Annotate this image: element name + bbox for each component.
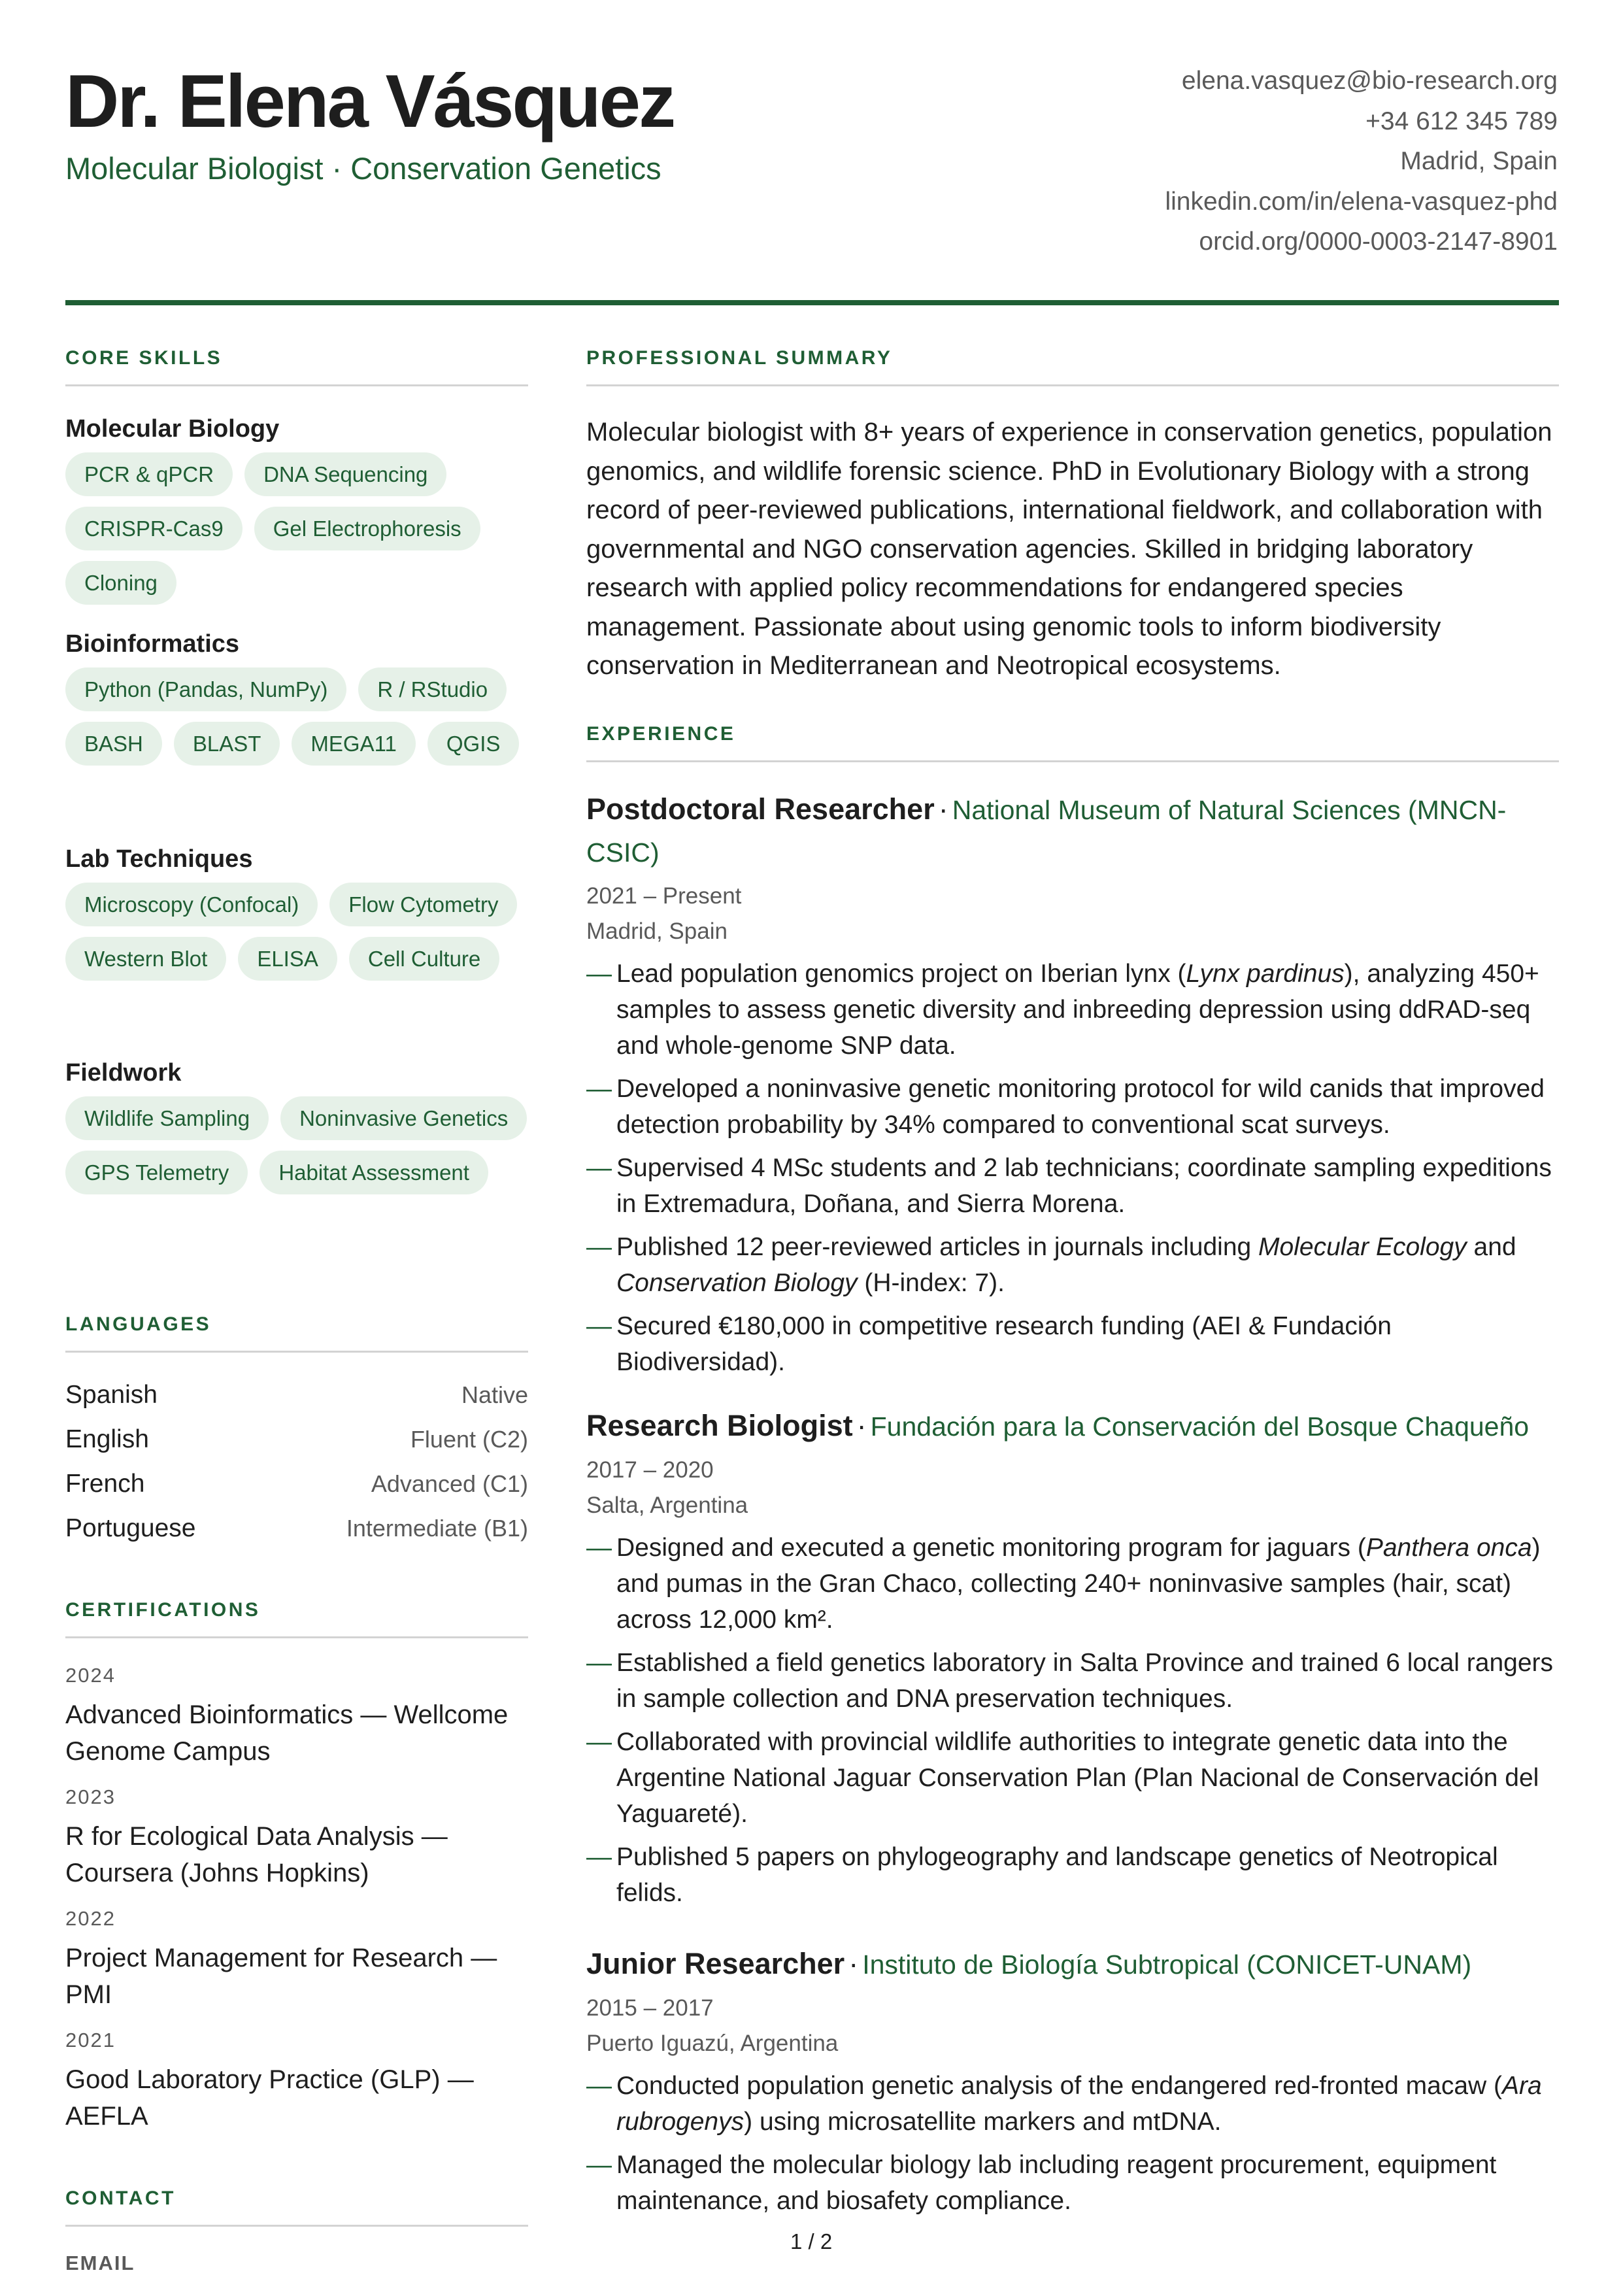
skill-category: Molecular Biology (65, 415, 280, 443)
bullet-text: Supervised 4 MSc students and 2 lab technicians; coordinate sampling expeditions in Extremadura, Doñana, and Sierra Morena. (616, 1154, 1552, 1218)
contact-location: Madrid, Spain (1400, 147, 1558, 175)
bullet-text: Developed a noninvasive genetic monitoring protocol for wild canids that improved detection probability by 34% compared to conventional scat surveys. (616, 1075, 1545, 1139)
skill-category: Bioinformatics (65, 630, 240, 658)
job-bullet (586, 1229, 1559, 1301)
italic-text: Conservation Biology (616, 1269, 858, 1297)
bullet-dash: — (586, 1843, 612, 1871)
job-bullet (586, 1530, 1559, 1638)
contact-orcid[interactable]: orcid.org/0000-0003-2147-8901 (1199, 228, 1558, 256)
skill-chip: Cloning (65, 561, 176, 605)
skill-chip: DNA Sequencing (244, 452, 446, 496)
certification-year: 2022 (65, 1907, 116, 1930)
skill-chip: Wildlife Sampling (65, 1096, 269, 1140)
certification-year: 2024 (65, 1664, 116, 1687)
job-role: Junior Researcher (586, 1947, 845, 1980)
certification-year: 2021 (65, 2029, 116, 2051)
job-bullet (586, 1308, 1559, 1380)
job-bullet (586, 1150, 1559, 1222)
skill-group-molecular-biology (65, 413, 528, 605)
certifications-list (65, 1663, 528, 2149)
job-dates: 2021 – Present (586, 883, 742, 909)
experience-entry (586, 1405, 1559, 1918)
job-dates: 2017 – 2020 (586, 1457, 714, 1483)
professional-summary: Molecular biologist with 8+ years of experience in conservation genetics, population genomics, and wildlife forensic science. PhD in Evolutionary Biology with a strong record of peer-reviewed publications, international fieldwork, and collaboration with governmental and NGO conservation agencies. Skilled in bridging laboratory research with applied policy recommendations for endangered species management. Passionate about using genomic tools to inform biodiversity conservation in Mediterranean and Neotropical ecosystems. (586, 418, 1552, 680)
skill-chips (65, 883, 528, 981)
language-name: Spanish (65, 1381, 158, 1409)
skill-group-bioinformatics (65, 628, 528, 766)
skill-category: Lab Techniques (65, 845, 253, 873)
job-bullet (586, 1645, 1559, 1717)
bullet-dash: — (586, 2072, 612, 2100)
language-name: English (65, 1425, 149, 1453)
job-location: Madrid, Spain (586, 919, 728, 944)
experience-heading: EXPERIENCE (586, 722, 1559, 762)
contact-heading: CONTACT (65, 2187, 528, 2227)
skill-chips (65, 1096, 528, 1194)
certifications-heading: CERTIFICATIONS (65, 1598, 528, 1638)
experience-entry (586, 1943, 1559, 2226)
job-organization: Fundación para la Conservación del Bosque Chaqueño (870, 1411, 1530, 1442)
bullet-text: Published 12 peer-reviewed articles in journals including (616, 1233, 1259, 1261)
bullet-text: Conducted population genetic analysis of the endangered red-fronted macaw ( (616, 2072, 1503, 2100)
skill-chip: Western Blot (65, 937, 226, 981)
job-bullet (586, 956, 1559, 1064)
bullet-text: ) using microsatellite markers and mtDNA. (744, 2108, 1222, 2136)
skill-chips (65, 667, 528, 766)
skill-category: Fieldwork (65, 1059, 182, 1087)
page-indicator: 1 / 2 (790, 2229, 833, 2254)
header-contact-block (1165, 61, 1558, 262)
job-location: Puerto Iguazú, Argentina (586, 2031, 839, 2056)
contact-email[interactable]: elena.vasquez@bio-research.org (1181, 67, 1558, 95)
bullet-dash: — (586, 1312, 612, 1340)
job-bullet (586, 2147, 1559, 2219)
certification-title: R for Ecological Data Analysis — Coursera (Johns Hopkins) (65, 1822, 448, 1887)
job-bullets (586, 1530, 1559, 1911)
skill-chip: Gel Electrophoresis (254, 507, 480, 550)
certification-title: Project Management for Research — PMI (65, 1944, 497, 2009)
bullet-text: Designed and executed a genetic monitoring program for jaguars ( (616, 1534, 1366, 1562)
languages-heading: LANGUAGES (65, 1313, 528, 1353)
bullet-dash: — (586, 1075, 612, 1103)
job-bullet (586, 1839, 1559, 1911)
certification-title: Advanced Bioinformatics — Wellcome Genome Campus (65, 1700, 509, 1766)
skill-chip: Microscopy (Confocal) (65, 883, 318, 926)
skill-chip: Flow Cytometry (329, 883, 517, 926)
skill-chip: R / RStudio (358, 667, 507, 711)
candidate-name: Dr. Elena Vásquez (65, 60, 675, 143)
bullet-text: Managed the molecular biology lab including reagent procurement, equipment maintenance, and biosafety compliance. (616, 2151, 1497, 2215)
skill-group-lab-techniques (65, 843, 528, 981)
languages-list (65, 1373, 528, 1551)
job-title-line (586, 1943, 1559, 1985)
language-name: French (65, 1470, 145, 1498)
experience-entry (586, 788, 1559, 1387)
title-separator: · (856, 1409, 867, 1442)
language-row (65, 1462, 528, 1506)
skill-chip: Habitat Assessment (259, 1151, 488, 1194)
certification-item (65, 2027, 528, 2135)
contact-linkedin[interactable]: linkedin.com/in/elena-vasquez-phd (1165, 187, 1558, 216)
certification-title: Good Laboratory Practice (GLP) — AEFLA (65, 2065, 474, 2131)
title-separator: · (938, 792, 948, 826)
job-location: Salta, Argentina (586, 1493, 748, 1518)
job-bullet (586, 2068, 1559, 2140)
job-bullets (586, 956, 1559, 1380)
skill-chip: Noninvasive Genetics (280, 1096, 527, 1140)
contact-phone[interactable]: +34 612 345 789 (1365, 107, 1558, 135)
certification-item (65, 1784, 528, 1891)
language-row (65, 1373, 528, 1417)
job-role: Postdoctoral Researcher (586, 792, 935, 826)
italic-text: Molecular Ecology (1258, 1233, 1467, 1261)
contact-email-label: EMAIL (65, 2252, 135, 2274)
skill-chip: PCR & qPCR (65, 452, 233, 496)
bullet-text: Secured €180,000 in competitive research funding (AEI & Fundación Biodiversidad). (616, 1312, 1392, 1376)
job-dates: 2015 – 2017 (586, 1995, 714, 2021)
skill-chip: Cell Culture (349, 937, 499, 981)
summary-heading: PROFESSIONAL SUMMARY (586, 346, 1559, 386)
skill-chips (65, 452, 528, 605)
skill-chip: BASH (65, 722, 162, 766)
language-level: Fluent (C2) (410, 1426, 528, 1453)
job-bullets (586, 2068, 1559, 2219)
bullet-text: ) and pumas in the Gran Chaco, collecting 240+ noninvasive samples (hair, scat) across 12,000 km². (616, 1534, 1541, 1634)
title-separator: · (848, 1947, 859, 1980)
bullet-text: ), analyzing 450+ samples to assess genetic diversity and inbreeding depression using ddRAD-seq and whole-genome SNP data. (616, 960, 1539, 1060)
bullet-dash: — (586, 1154, 612, 1182)
job-role: Research Biologist (586, 1409, 853, 1442)
language-row (65, 1417, 528, 1462)
language-level: Advanced (C1) (371, 1470, 528, 1497)
certification-item (65, 1906, 528, 2013)
job-title-line (586, 788, 1559, 873)
language-name: Portuguese (65, 1514, 196, 1542)
certification-item (65, 1663, 528, 1770)
italic-text: Ara rubrogenys (616, 2072, 1542, 2136)
bullet-dash: — (586, 960, 612, 988)
skill-chip: Python (Pandas, NumPy) (65, 667, 346, 711)
bullet-dash: — (586, 1728, 612, 1756)
italic-text: Panthera onca (1365, 1534, 1532, 1562)
bullet-dash: — (586, 1649, 612, 1677)
bullet-dash: — (586, 1534, 612, 1562)
skill-chip: CRISPR-Cas9 (65, 507, 243, 550)
skill-chip: ELISA (238, 937, 337, 981)
core-skills-heading: CORE SKILLS (65, 346, 528, 386)
bullet-text: Established a field genetics laboratory in Salta Province and trained 6 local rangers in sample collection and DNA preservation techniques. (616, 1649, 1554, 1713)
bullet-dash: — (586, 2151, 612, 2179)
skill-chip: GPS Telemetry (65, 1151, 248, 1194)
bullet-text: and (1466, 1233, 1516, 1261)
bullet-text: (H-index: 7). (857, 1269, 1005, 1297)
header-divider (65, 300, 1559, 305)
job-title-line (586, 1405, 1559, 1447)
language-row (65, 1506, 528, 1551)
job-organization: National Museum of Natural Sciences (MNCN-CSIC) (586, 795, 1507, 868)
language-level: Intermediate (B1) (346, 1515, 528, 1542)
language-level: Native (461, 1381, 528, 1408)
italic-text: Lynx pardinus (1186, 960, 1345, 988)
bullet-text: Published 5 papers on phylogeography and landscape genetics of Neotropical felids. (616, 1843, 1498, 1907)
skill-chip: QGIS (427, 722, 520, 766)
job-organization: Instituto de Biología Subtropical (CONICET-UNAM) (862, 1950, 1472, 1980)
skill-chip: BLAST (174, 722, 280, 766)
bullet-dash: — (586, 1233, 612, 1261)
bullet-text: Lead population genomics project on Iberian lynx ( (616, 960, 1186, 988)
certification-year: 2023 (65, 1785, 116, 1808)
bullet-text: Collaborated with provincial wildlife authorities to integrate genetic data into the Argentine National Jaguar Conservation Plan (Plan Nacional de Conservación del Yaguareté). (616, 1728, 1539, 1828)
job-bullet (586, 1071, 1559, 1143)
skill-group-fieldwork (65, 1057, 528, 1194)
skill-chip: MEGA11 (292, 722, 415, 766)
job-bullet (586, 1724, 1559, 1832)
candidate-subtitle: Molecular Biologist · Conservation Genetics (65, 151, 661, 186)
